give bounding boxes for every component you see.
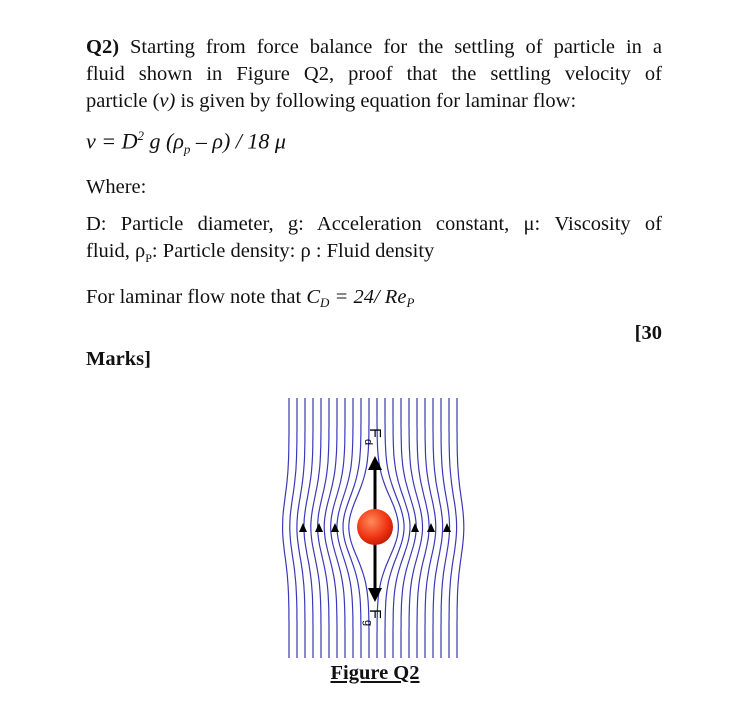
gravity-label-f: F <box>366 609 383 619</box>
up-arrow-icon <box>331 523 339 532</box>
definitions-line-2 <box>86 238 662 272</box>
gravity-label-sub: g <box>362 620 374 627</box>
figure-caption: Figure Q2 <box>330 662 420 684</box>
question-label: Q2) <box>86 36 120 58</box>
settling-velocity-equation <box>86 128 286 158</box>
marks-bracket-open: [30 <box>634 322 662 344</box>
definitions-sub-p: P <box>145 251 152 266</box>
cd-symbol: C <box>306 286 321 308</box>
question-line-2 <box>86 61 662 88</box>
up-arrow-icon <box>299 523 307 532</box>
drag-label-f: F <box>366 428 383 438</box>
laminar-note <box>86 284 662 316</box>
eq-sub-p: p <box>183 141 191 157</box>
question-line-3 <box>86 88 662 115</box>
gravity-arrowhead-icon <box>368 588 382 602</box>
definitions-text-2a: fluid, ρ <box>86 240 146 262</box>
streamline <box>290 398 297 658</box>
up-arrow-icon <box>315 523 323 532</box>
figure-q2-diagram <box>280 392 466 664</box>
definitions-text-1: D: Particle diameter, g: Acceleration constant, μ: Viscosity of <box>86 213 662 235</box>
eq-rest: – ρ) / 18 μ <box>190 128 286 154</box>
up-arrow-icon <box>411 523 419 532</box>
streamline <box>457 398 464 658</box>
eq-exponent: 2 <box>137 128 144 143</box>
marks-bracket-close: Marks] <box>86 348 151 370</box>
re-expression: = 24/ Re <box>329 286 407 308</box>
question-text-3a: particle ( <box>86 90 160 112</box>
particle <box>357 509 393 545</box>
velocity-symbol: v) <box>159 90 176 112</box>
question-text-1: Starting from force balance for the settling of particle in a <box>130 36 663 58</box>
where-label: Where: <box>86 176 147 198</box>
gravity-force-label <box>362 609 383 626</box>
eq-lhs: v = D <box>86 128 138 154</box>
re-subscript: P <box>406 295 415 310</box>
streamline <box>283 398 289 658</box>
cd-subscript: D <box>320 295 330 310</box>
drag-label-sub: d <box>362 439 374 446</box>
definitions-line-1 <box>86 211 662 238</box>
question-text-3b: is given by following equation for laminar flow: <box>175 90 577 112</box>
definitions-text-2b: : Particle density: ρ : Fluid density <box>151 240 435 262</box>
laminar-note-text: For laminar flow note that <box>86 286 307 308</box>
drag-force-label <box>362 428 383 445</box>
drag-arrowhead-icon <box>368 456 382 470</box>
eq-mid: g (ρ <box>144 128 184 154</box>
question-text-2: fluid shown in Figure Q2, proof that the settling velocity of <box>86 63 662 85</box>
up-arrow-icon <box>427 523 435 532</box>
question-line-1 <box>86 34 662 61</box>
